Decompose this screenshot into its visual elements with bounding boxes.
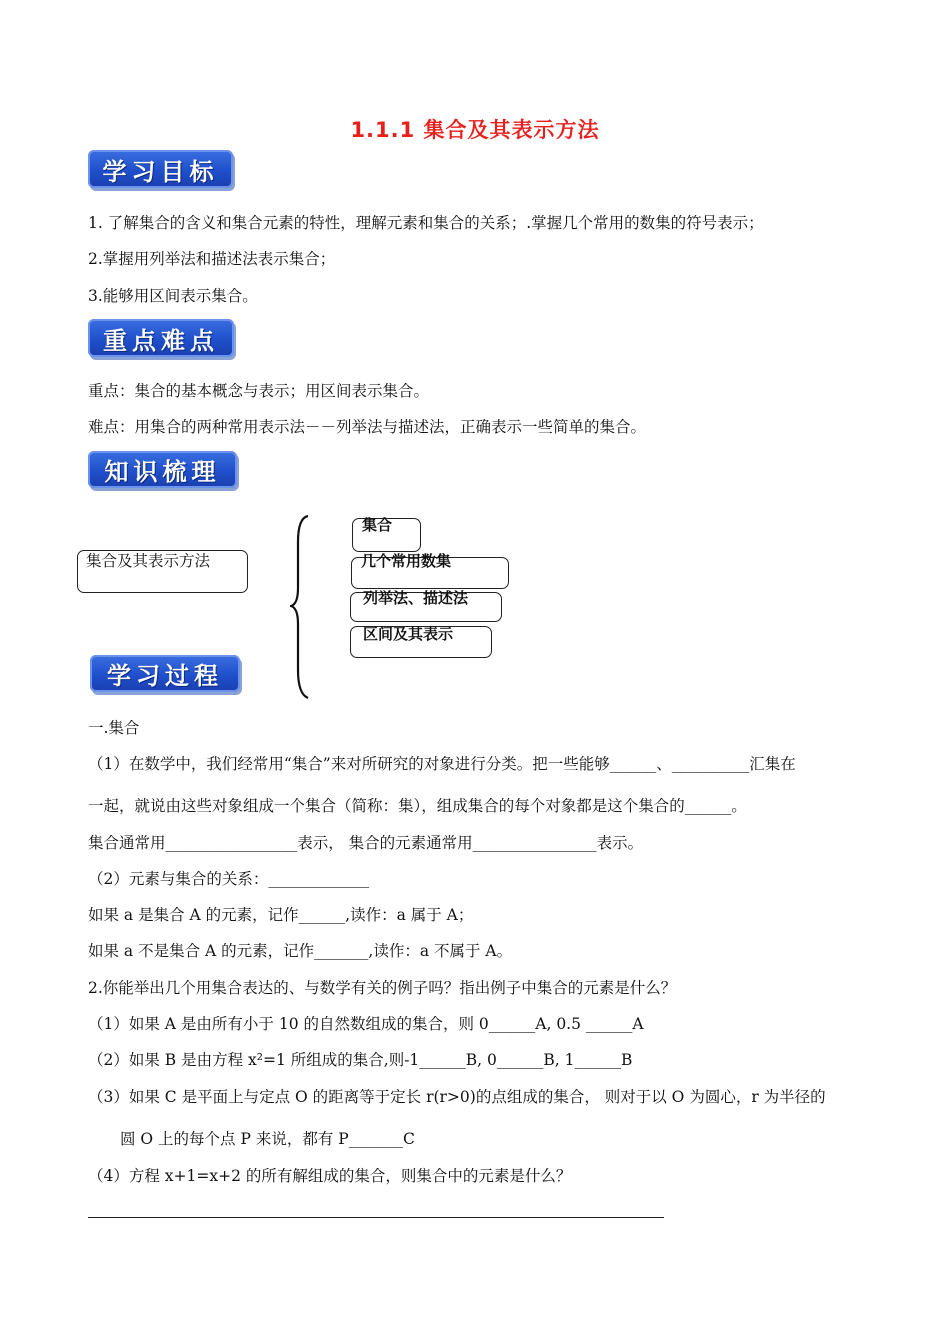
diagram-item-label-3: 列举法、描述法 bbox=[363, 589, 469, 607]
goal-item-3: 3.能够用区间表示集合。 bbox=[88, 287, 258, 305]
document-title: 1.1.1 集合及其表示方法 bbox=[350, 118, 600, 142]
diagram-brace bbox=[290, 512, 320, 702]
process-question-2-3-cont: 圆 O 上的每个点 P 来说，都有 P_______C bbox=[120, 1130, 415, 1148]
section-badge-key-points: 重点难点 bbox=[88, 319, 234, 357]
section-badge-knowledge: 知识梳理 bbox=[88, 451, 237, 488]
section-badge-goals: 学习目标 bbox=[88, 150, 233, 188]
goal-item-2: 2.掌握用列举法和描述法表示集合； bbox=[88, 250, 336, 268]
diagram-item-label-4: 区间及其表示 bbox=[363, 625, 454, 643]
process-question-2-4: （4）方程 x+1=x+2 的所有解组成的集合，则集合中的元素是什么？ bbox=[88, 1167, 572, 1185]
section-badge-process: 学习过程 bbox=[90, 655, 240, 692]
process-line-6: 如果 a 不是集合 A 的元素，记作_______,读作：a 不属于 A。 bbox=[88, 942, 513, 960]
process-line-4: （2）元素与集合的关系：_____________ bbox=[88, 870, 370, 888]
diagram-main-label: 集合及其表示方法 bbox=[86, 552, 211, 570]
process-question-2-2: （2）如果 B 是由方程 x²=1 所组成的集合,则-1______B, 0______B, 1______B bbox=[88, 1051, 633, 1069]
difficulty-item: 难点：用集合的两种常用表示法－－列举法与描述法，正确表示一些简单的集合。 bbox=[88, 418, 647, 436]
process-line-2: 一起，就说由这些对象组成一个集合（简称：集），组成集合的每个对象都是这个集合的______。 bbox=[88, 797, 747, 815]
key-point-item: 重点：集合的基本概念与表示；用区间表示集合。 bbox=[88, 382, 430, 400]
process-heading: 一.集合 bbox=[88, 719, 140, 737]
diagram-item-label-1: 集合 bbox=[362, 516, 393, 534]
process-line-3: 集合通常用_________________表示， 集合的元素通常用________________表示。 bbox=[88, 834, 644, 852]
process-line-5: 如果 a 是集合 A 的元素，记作______,读作：a 属于 A； bbox=[88, 906, 474, 924]
process-question-2-1: （1）如果 A 是由所有小于 10 的自然数组成的集合，则 0______A, 0.5 ______A bbox=[88, 1015, 644, 1033]
answer-line bbox=[88, 1217, 664, 1218]
process-question-2: 2.你能举出几个用集合表达的、与数学有关的例子吗？指出例子中集合的元素是什么？ bbox=[88, 979, 677, 997]
process-line-1: （1）在数学中，我们经常用“集合”来对所研究的对象进行分类。把一些能够______、__________汇集在 bbox=[88, 755, 796, 773]
goal-item-1: 1. 了解集合的含义和集合元素的特性，理解元素和集合的关系；.掌握几个常用的数集的符号表示； bbox=[88, 214, 764, 232]
process-question-2-3: （3）如果 C 是平面上与定点 O 的距离等于定长 r(r>0)的点组成的集合， 则对于以 O 为圆心，r 为半径的 bbox=[88, 1088, 826, 1106]
diagram-item-label-2: 几个常用数集 bbox=[361, 552, 452, 570]
